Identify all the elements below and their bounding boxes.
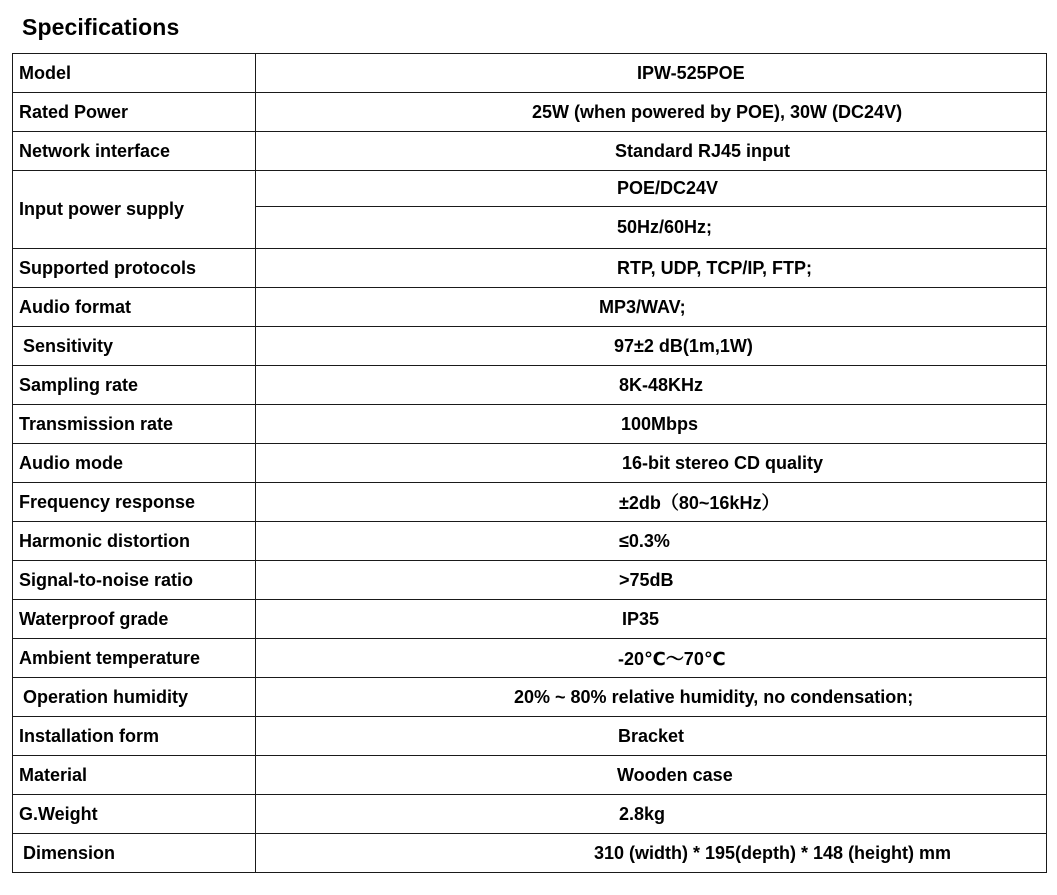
table-row xyxy=(13,717,1047,756)
spec-label-text: Frequency response xyxy=(19,491,196,512)
table-row xyxy=(13,366,1047,405)
spec-value xyxy=(256,327,1047,366)
spec-label-text: G.Weight xyxy=(19,803,98,824)
spec-label-text: Dimension xyxy=(23,842,116,863)
spec-label xyxy=(13,639,256,678)
spec-value-text: MP3/WAV; xyxy=(599,296,686,317)
specifications-table xyxy=(12,53,1047,873)
spec-label xyxy=(13,717,256,756)
spec-value-text: 100Mbps xyxy=(621,413,699,434)
spec-label-text: Waterproof grade xyxy=(19,608,169,629)
spec-label xyxy=(13,54,256,93)
spec-value xyxy=(256,366,1047,405)
spec-value xyxy=(256,600,1047,639)
spec-label-text: Sampling rate xyxy=(19,374,139,395)
spec-value xyxy=(256,717,1047,756)
spec-value-text: IPW-525POE xyxy=(637,62,745,83)
spec-value xyxy=(256,444,1047,483)
spec-value-text: 20% ~ 80% relative humidity, no condensation; xyxy=(514,686,914,707)
spec-value xyxy=(256,405,1047,444)
spec-value xyxy=(256,522,1047,561)
table-row xyxy=(13,834,1047,873)
spec-value-text: Standard RJ45 input xyxy=(615,140,791,161)
table-row xyxy=(13,600,1047,639)
spec-value xyxy=(256,561,1047,600)
table-row xyxy=(13,756,1047,795)
table-row xyxy=(13,639,1047,678)
spec-label-text: Signal-to-noise ratio xyxy=(19,569,194,590)
spec-label-text: Rated Power xyxy=(19,101,129,122)
spec-value xyxy=(256,171,1047,207)
table-row xyxy=(13,93,1047,132)
spec-label xyxy=(13,600,256,639)
table-row xyxy=(13,483,1047,522)
spec-label xyxy=(13,444,256,483)
spec-value-text: Wooden case xyxy=(617,764,733,785)
table-row xyxy=(13,561,1047,600)
spec-label-text: Transmission rate xyxy=(19,413,174,434)
spec-value-text: POE/DC24V xyxy=(617,178,719,198)
table-row xyxy=(13,522,1047,561)
spec-value xyxy=(256,756,1047,795)
spec-label xyxy=(13,522,256,561)
spec-label xyxy=(13,405,256,444)
spec-label xyxy=(13,678,256,717)
table-row xyxy=(13,327,1047,366)
table-row xyxy=(13,249,1047,288)
spec-label-text: Audio format xyxy=(19,296,131,317)
spec-value xyxy=(256,678,1047,717)
spec-label xyxy=(13,93,256,132)
spec-value xyxy=(256,288,1047,327)
table-row xyxy=(13,171,1047,207)
spec-value-text: Bracket xyxy=(618,725,685,746)
spec-value-text: RTP, UDP, TCP/IP, FTP; xyxy=(617,257,813,278)
spec-value-text: 97±2 dB(1m,1W) xyxy=(614,335,753,356)
spec-label-text: Input power supply xyxy=(19,199,184,219)
spec-value-text: ±2db（80~16kHz） xyxy=(619,493,780,513)
table-row xyxy=(13,132,1047,171)
spec-label-text: Sensitivity xyxy=(23,335,114,356)
spec-value-text: 25W (when powered by POE), 30W (DC24V) xyxy=(532,101,903,122)
spec-label xyxy=(13,795,256,834)
spec-value-text: >75dB xyxy=(619,569,674,590)
spec-label-text: Audio mode xyxy=(19,452,123,473)
spec-label xyxy=(13,483,256,522)
spec-label-text: Operation humidity xyxy=(23,686,189,707)
spec-value xyxy=(256,132,1047,171)
spec-label-text: Harmonic distortion xyxy=(19,530,191,551)
spec-value-text: 50Hz/60Hz; xyxy=(617,217,713,237)
spec-label-text: Installation form xyxy=(19,725,160,746)
spec-label xyxy=(13,249,256,288)
spec-label xyxy=(13,366,256,405)
spec-label-text: Model xyxy=(19,62,71,83)
spec-value xyxy=(256,795,1047,834)
spec-label xyxy=(13,132,256,171)
spec-label xyxy=(13,834,256,873)
spec-value xyxy=(256,834,1047,873)
table-row xyxy=(13,54,1047,93)
spec-value xyxy=(256,483,1047,522)
table-row xyxy=(13,444,1047,483)
spec-label xyxy=(13,561,256,600)
spec-value-text: IP35 xyxy=(622,608,660,629)
spec-value xyxy=(256,639,1047,678)
spec-value-text: ≤0.3% xyxy=(619,530,670,551)
spec-label xyxy=(13,756,256,795)
table-row xyxy=(13,405,1047,444)
spec-value xyxy=(256,54,1047,93)
spec-value-text: 8K-48KHz xyxy=(619,374,704,395)
spec-value xyxy=(256,249,1047,288)
spec-label xyxy=(13,171,256,249)
spec-value-text: 16-bit stereo CD quality xyxy=(622,452,824,473)
table-row xyxy=(13,678,1047,717)
page-title: Specifications xyxy=(22,14,180,40)
spec-value xyxy=(256,207,1047,249)
spec-label-text: Network interface xyxy=(19,140,171,161)
spec-label xyxy=(13,327,256,366)
spec-label-text: Supported protocols xyxy=(19,257,196,278)
spec-value-text: 2.8kg xyxy=(619,803,666,824)
table-row xyxy=(13,795,1047,834)
spec-label xyxy=(13,288,256,327)
spec-value xyxy=(256,93,1047,132)
spec-value-text: -20℃～70℃ xyxy=(618,649,726,669)
spec-label-text: Ambient temperature xyxy=(19,647,201,668)
table-row xyxy=(13,288,1047,327)
spec-label-text: Material xyxy=(19,764,88,785)
spec-value-text: 310 (width) * 195(depth) * 148 (height) mm xyxy=(594,842,952,863)
